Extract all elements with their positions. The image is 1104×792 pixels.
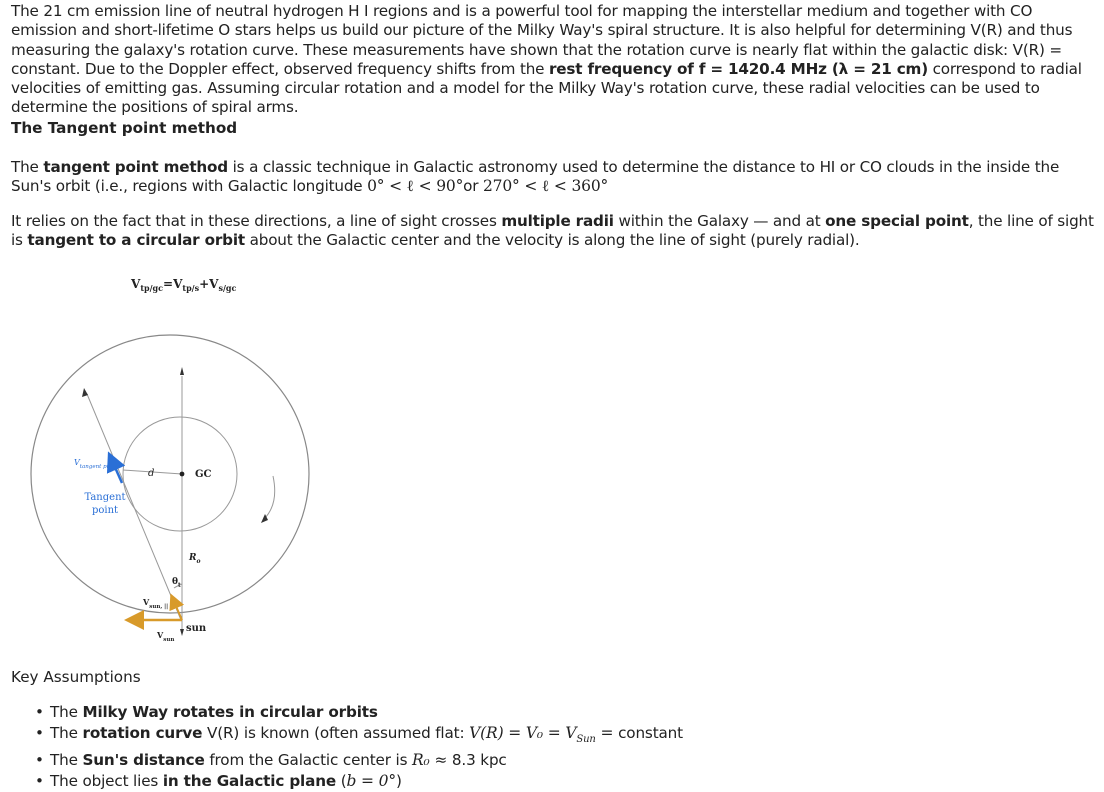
- tangent-point-diagram: [11, 264, 311, 654]
- key-assumptions-heading: Key Assumptions: [11, 668, 141, 686]
- intro-text-2: correspond to radial velocities of emitting gas. Assuming circular rotation and a model for the Milky Way's rotation curve, these radial velocities can be used to determine the positions of spiral arms.: [11, 59, 1082, 117]
- sun-label: sun: [186, 623, 207, 634]
- fact-text-1: It relies on the fact that in these directions, a line of sight crosses: [11, 212, 502, 230]
- longitude-range-1: 0° < ℓ < 90°: [367, 177, 464, 196]
- assumption-item: • The rotation curve V(R) is known (often assumed flat: $V(R) = V_0 = V_{Sun}$ = constant: [11, 723, 683, 751]
- fact-bold-3: tangent to a circular orbit: [27, 231, 245, 250]
- up-arrowhead: [180, 367, 184, 375]
- tangent-method-definition: [11, 158, 1096, 197]
- fact-text-3: , the line of sight is: [11, 212, 1094, 250]
- tangent-method-heading: The Tangent point method: [11, 119, 238, 137]
- rotation-arc: [264, 476, 275, 519]
- sun-parallel-velocity-vector: [172, 597, 182, 620]
- intro-paragraph: [11, 2, 1096, 118]
- assumption-item: • The Sun's distance from the Galactic center is R₀ ≈ 8.3 kpc: [11, 750, 683, 771]
- solar-orbit-circle: [31, 335, 309, 613]
- assumptions-list: [11, 702, 683, 792]
- def-text-2: is a classic technique in Galactic astronomy used to determine the distance to HI or CO clouds in the inside the Sun's orbit (i.e., regions with Galactic longitude: [11, 158, 1060, 196]
- line-of-sight-arrowhead: [82, 388, 88, 397]
- fact-bold-2: one special point: [825, 212, 969, 230]
- assumption-item: • The Milky Way rotates in circular orbits: [11, 702, 683, 723]
- tangent-method-fact: [11, 212, 1096, 251]
- gc-label: GC: [195, 469, 212, 480]
- galactic-center-dot: [180, 472, 185, 477]
- v-sun-arrowhead: [180, 629, 184, 636]
- d-label: d: [148, 468, 155, 479]
- v-sun-parallel-label: $V_{sun, ||}$: [143, 597, 169, 610]
- fact-text-4: about the Galactic center and the velocity is along the line of sight (purely radial).: [244, 231, 860, 250]
- v-sun-label: $V_{sun}$: [157, 630, 175, 643]
- velocity-equation: $V_{tp/gc}=V_{tp/s}+V_{s/gc}$: [131, 277, 237, 293]
- intro-text-1: The 21 cm emission line of neutral hydrogen H I regions and is a powerful tool for mapping the interstellar medium and together with CO emission and short-lifetime O stars helps us build our picture of the Milky Way's spiral structure. It is also helpful for determining V(R) and thus measuring the galaxy's rotation curve. These measurements have shown that the rotation curve is nearly flat within the galactic disk: V(R) = constant. Due to the Doppler effect, observed frequency shifts from the: [11, 2, 1073, 78]
- theta-label: $\theta_t$: [172, 577, 181, 589]
- assumption-item: • The object lies in the Galactic plane (b = 0°): [11, 771, 683, 792]
- v-tangent-label: $V_{tangent pt}$: [74, 458, 109, 470]
- rest-frequency-bold: rest frequency of f = 1420.4 MHz (λ = 21 cm): [548, 59, 928, 78]
- fact-bold-1: multiple radii: [501, 212, 614, 230]
- longitude-range-2: 270° < ℓ < 360°: [483, 177, 609, 196]
- def-text-1: The: [11, 158, 44, 176]
- def-bold-1: tangent point method: [43, 158, 228, 176]
- tangent-velocity-vector: [110, 456, 122, 483]
- tangent-point-label-2: point: [91, 505, 119, 516]
- tangent-point-label-1: Tangent: [84, 492, 126, 503]
- r0-label: $R_o$: [189, 553, 201, 565]
- def-text-3: or: [463, 177, 483, 196]
- fact-text-2: within the Galaxy — and at: [613, 212, 826, 230]
